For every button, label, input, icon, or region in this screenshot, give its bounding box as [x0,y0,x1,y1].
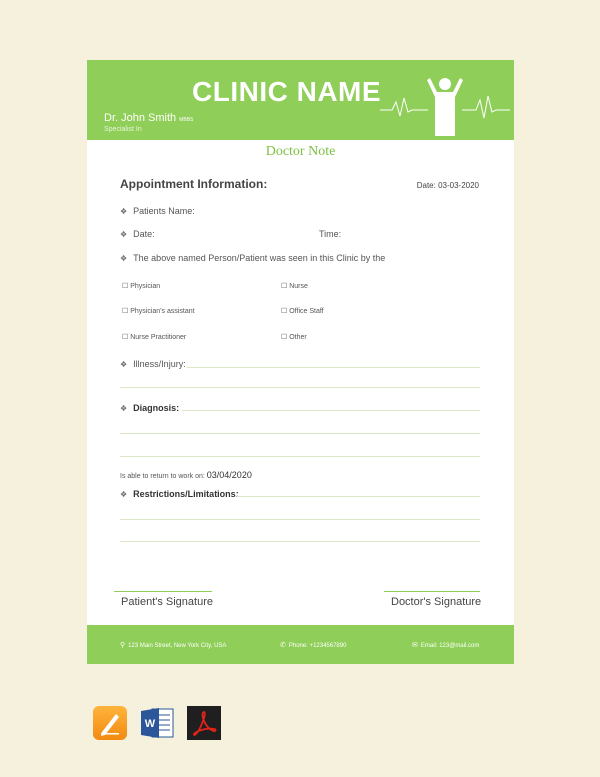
diamond-bullet-icon: ❖ [120,404,128,413]
checkbox-other[interactable]: ☐ Other [281,334,307,341]
footer-phone [280,641,346,649]
checkbox-office-staff[interactable]: ☐ Office Staff [281,308,324,315]
appointment-date: Date: 03-03-2020 [416,181,479,190]
checkbox-label: Office Staff [289,308,324,315]
illness-line [120,387,480,388]
diagnosis-label: Diagnosis: [133,403,180,413]
doctor-name [104,112,193,124]
word-icon[interactable] [140,706,174,740]
diagnosis-line [120,456,480,457]
document-title: Doctor Note [265,144,336,159]
address-text: 123 Main Street, New York City, USA [128,643,227,649]
footer-address [120,641,226,649]
diagnosis-field[interactable] [120,403,179,413]
doctor-note-document [87,60,514,664]
appointment-heading: Appointment Information: [120,177,268,191]
restrictions-line [120,541,480,542]
pages-icon[interactable] [93,706,127,740]
illness-field[interactable] [120,359,186,369]
checkbox-label: Other [289,334,307,341]
clinic-name: CLINIC NAME [192,76,382,107]
checkbox-label: Physician's assistant [130,308,195,315]
restrictions-line [237,496,480,497]
diagnosis-line [182,410,480,411]
header-banner [87,60,514,140]
envelope-icon: ✉ [412,642,418,649]
diamond-bullet-icon: ❖ [120,360,128,369]
doctor-signature-label: Doctor's Signature [391,596,482,608]
phone-text: Phone: +1234567890 [288,643,347,649]
diagnosis-line [120,433,480,434]
doctor-signature-line [384,591,480,592]
return-to-work [120,470,252,480]
diamond-bullet-icon: ❖ [120,230,128,239]
patients-name-label: Patients Name: [133,206,195,216]
checkbox-label: Physician [130,283,161,290]
time-field[interactable] [319,229,341,239]
checkbox-physician[interactable]: ☐ Physician [122,283,161,290]
footer-bar [87,625,514,664]
patient-signature-label: Patient's Signature [121,596,213,608]
restrictions-field[interactable] [120,489,239,499]
diamond-bullet-icon: ❖ [120,254,128,263]
patients-name-field[interactable] [120,206,195,216]
email-text: Email: 123@mail.com [420,643,480,649]
diamond-bullet-icon: ❖ [120,490,128,499]
return-to-work-label: Is able to return to work on: [120,473,205,480]
doctor-suffix: MBBS [179,117,194,123]
seen-statement [120,253,385,263]
date-field-label: Date: [133,229,155,239]
illness-line [187,367,480,368]
patient-signature-line [114,591,212,592]
checkbox-nurse-practitioner[interactable]: ☐ Nurse Practitioner [122,334,187,341]
pdf-icon[interactable] [187,706,221,740]
time-label: Time: [319,229,342,239]
restrictions-line [120,519,480,520]
location-pin-icon: ⚲ [120,642,126,649]
specialist-label: Specialist In [104,126,142,133]
footer-email [412,641,479,649]
checkbox-label: Nurse Practitioner [130,334,187,341]
heartbeat-person-icon [380,78,510,138]
seen-text: The above named Person/Patient was seen in this Clinic by the [133,253,386,263]
checkbox-nurse[interactable]: ☐ Nurse [281,283,308,290]
checkbox-physicians-assistant[interactable]: ☐ Physician's assistant [122,308,195,315]
phone-icon: ✆ [280,642,286,649]
restrictions-label: Restrictions/Limitations: [133,489,239,499]
doctor-name-text: Dr. John Smith [104,112,177,124]
date-field[interactable] [120,229,155,239]
checkbox-label: Nurse [289,283,308,290]
illness-label: Illness/Injury: [133,359,186,369]
svg-text:W: W [144,718,156,730]
diamond-bullet-icon: ❖ [120,207,128,216]
return-to-work-date: 03/04/2020 [206,470,252,480]
